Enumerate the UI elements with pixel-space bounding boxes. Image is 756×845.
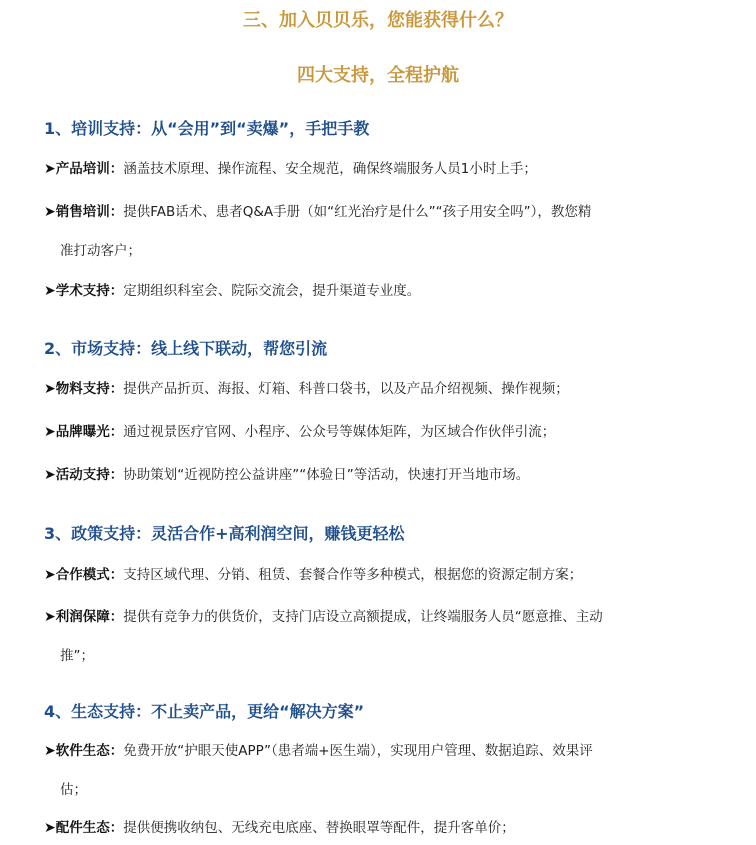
item-label: 合作模式 (55, 567, 110, 583)
label-colon: ： (109, 204, 124, 220)
list-item-accessory-ecosystem (44, 812, 714, 845)
label-colon: ： (109, 424, 124, 440)
label-colon: ： (109, 161, 124, 177)
item-text: 提供FAB话术、患者Q&A手册（如“红光治疗是什么”“孩子用安全吗”），教您精 (123, 204, 592, 220)
item-text: 涵盖技术原理、操作流程、安全规范，确保终端服务人员1小时上手； (123, 161, 537, 177)
item-text: 支持区域代理、分销、租赁、套餐合作等多种模式，根据您的资源定制方案； (123, 567, 583, 583)
item-label: 软件生态 (55, 743, 110, 759)
item-text: 免费开放“护眼天使APP”（患者端+医生端），实现用户管理、数据追踪、效果评 (123, 743, 593, 759)
item-text: 提供产品折页、海报、灯箱、科普口袋书，以及产品介绍视频、操作视频； (123, 381, 569, 397)
item-label: 物料支持 (55, 381, 110, 397)
item-text: 协助策划“近视防控公益讲座”“体验日”等活动，快速打开当地市场。 (123, 467, 530, 483)
list-item-product-training (44, 153, 714, 186)
arrow-bullet-icon: ➤ (44, 283, 56, 299)
page-title: 三、加入贝贝乐，您能获得什么？ (243, 10, 513, 31)
item-text: 提供便携收纳包、无线充电底座、替换眼罩等配件，提升客单价； (123, 820, 515, 836)
section-heading-marketing: 2、市场支持：线上线下联动，帮您引流 (44, 339, 328, 358)
item-label: 活动支持 (55, 467, 110, 483)
list-item-materials (44, 373, 714, 406)
item-text: 通过视景医疗官网、小程序、公众号等媒体矩阵，为区域合作伙伴引流； (123, 424, 556, 440)
arrow-bullet-icon: ➤ (44, 567, 56, 583)
list-item-cooperation-mode (44, 559, 714, 592)
arrow-bullet-icon: ➤ (44, 204, 56, 220)
item-label: 学术支持 (55, 283, 110, 299)
label-colon: ： (109, 820, 124, 836)
label-colon: ： (109, 467, 124, 483)
label-colon: ： (109, 381, 124, 397)
page-subtitle: 四大支持，全程护航 (297, 65, 459, 86)
list-item-profit-guarantee (44, 601, 714, 634)
item-label: 配件生态 (55, 820, 110, 836)
arrow-bullet-icon: ➤ (44, 609, 56, 625)
section-heading-policy: 3、政策支持：灵活合作+高利润空间，赚钱更轻松 (44, 524, 405, 543)
list-item-academic-support (44, 275, 714, 308)
item-text-continuation: 推”； (60, 648, 94, 664)
section-heading-training: 1、培训支持：从“会用”到“卖爆”，手把手教 (44, 119, 370, 138)
item-label: 产品培训 (55, 161, 110, 177)
arrow-bullet-icon: ➤ (44, 820, 56, 836)
label-colon: ： (109, 283, 124, 299)
item-label: 品牌曝光 (55, 424, 110, 440)
label-colon: ： (109, 743, 124, 759)
arrow-bullet-icon: ➤ (44, 161, 56, 177)
list-item-software-ecosystem (44, 735, 714, 768)
list-item-brand-exposure (44, 416, 714, 449)
arrow-bullet-icon: ➤ (44, 467, 56, 483)
item-text: 提供有竞争力的供货价，支持门店设立高额提成，让终端服务人员“愿意推、主动 (123, 609, 603, 625)
list-item-event-support (44, 459, 714, 492)
section-heading-ecosystem: 4、生态支持：不止卖产品，更给“解决方案” (44, 702, 365, 721)
label-colon: ： (109, 609, 124, 625)
item-label: 销售培训 (55, 204, 110, 220)
item-text-continuation: 准打动客户； (60, 243, 141, 259)
arrow-bullet-icon: ➤ (44, 743, 56, 759)
arrow-bullet-icon: ➤ (44, 424, 56, 440)
label-colon: ： (109, 567, 124, 583)
item-text-continuation: 估； (60, 782, 87, 798)
arrow-bullet-icon: ➤ (44, 381, 56, 397)
list-item-sales-training (44, 196, 714, 229)
item-label: 利润保障 (55, 609, 110, 625)
item-text: 定期组织科室会、院际交流会，提升渠道专业度。 (123, 283, 421, 299)
